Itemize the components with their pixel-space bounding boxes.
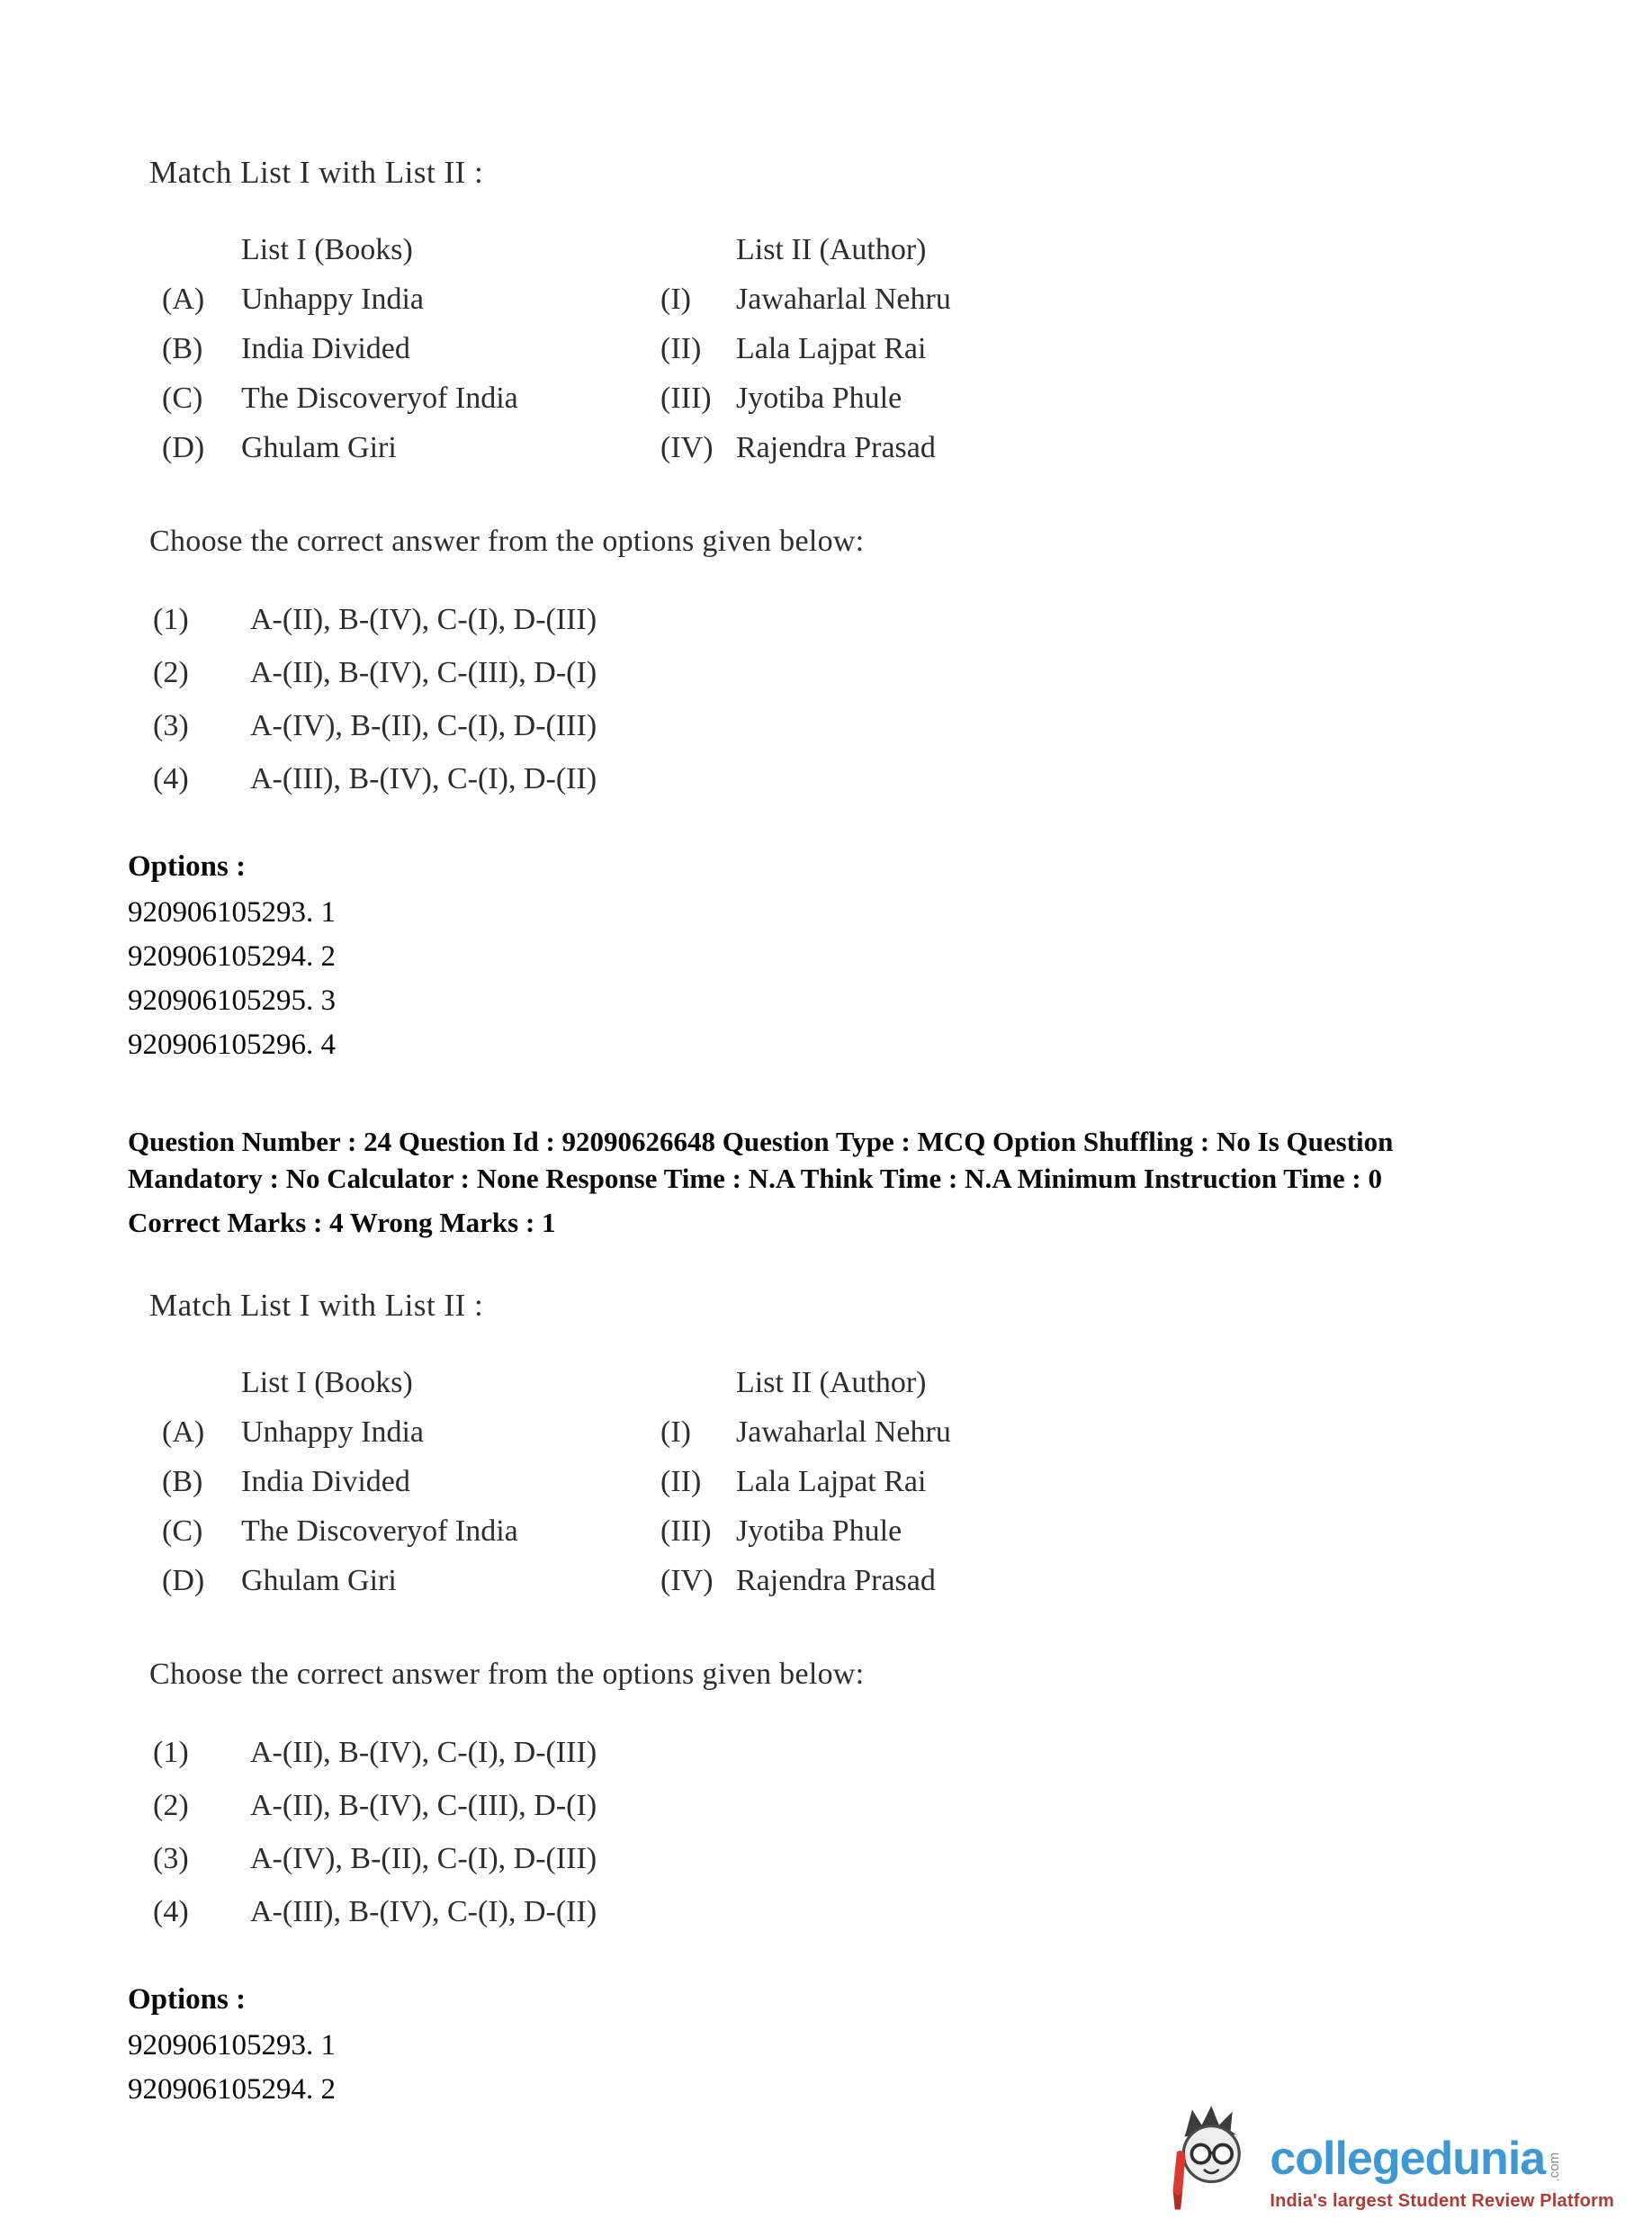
- answer-number: (3): [153, 1842, 189, 1875]
- answer-text: A-(III), B-(IV), C-(I), D-(II): [250, 762, 597, 795]
- option-id-line: 920906105295. 3: [128, 984, 336, 1017]
- book-name: The Discoveryof India: [241, 1514, 518, 1548]
- answer-text: A-(II), B-(IV), C-(I), D-(III): [250, 603, 597, 636]
- author-name: Jawaharlal Nehru: [736, 1415, 951, 1449]
- answer-number: (4): [153, 762, 189, 795]
- match-title: Match List I with List II :: [149, 155, 484, 190]
- author-name: Rajendra Prasad: [736, 431, 936, 464]
- answer-number: (4): [153, 1895, 189, 1928]
- author-name: Jawaharlal Nehru: [736, 283, 951, 316]
- book-name: India Divided: [241, 1465, 410, 1498]
- answer-option: [153, 1885, 1567, 1938]
- row-numeral: (II): [660, 1465, 702, 1498]
- list2-header: List II (Author): [736, 233, 927, 266]
- answer-option: [153, 646, 1567, 699]
- author-name: Rajendra Prasad: [736, 1564, 936, 1597]
- book-name: Ghulam Giri: [241, 431, 397, 464]
- brand-tagline: India's largest Student Review Platform: [1270, 2191, 1614, 2211]
- answer-text: A-(II), B-(IV), C-(III), D-(I): [250, 1789, 597, 1822]
- answer-option: [153, 1726, 1567, 1779]
- question-block-1: [128, 155, 1567, 1067]
- question-block-2: [128, 1288, 1567, 2112]
- spacer: [660, 1358, 736, 1407]
- option-id-line: 920906105293. 1: [128, 896, 336, 929]
- answer-number: (1): [153, 603, 189, 636]
- answer-text: A-(II), B-(IV), C-(III), D-(I): [250, 656, 597, 689]
- row-label: (B): [162, 332, 203, 365]
- list2-header: List II (Author): [736, 1366, 927, 1399]
- option-id-list: [128, 891, 1567, 1067]
- metadata-line: Question Number : 24 Question Id : 92090626648 Question Type : MCQ Option Shuffling : No Is Question Mandatory : No Calculator : None Response Time : N.A Think Time : N.A Minimum Instruction Time : 0: [128, 1126, 1394, 1194]
- author-name: Jyotiba Phule: [736, 1514, 902, 1548]
- answer-option: [153, 752, 1567, 805]
- author-name: Jyotiba Phule: [736, 382, 902, 415]
- list1-header: List I (Books): [241, 233, 413, 266]
- match-lists-table: [162, 1358, 1567, 1605]
- brand-suffix: .com: [1547, 2152, 1563, 2182]
- answer-text: A-(IV), B-(II), C-(I), D-(III): [250, 1842, 597, 1875]
- spacer: [660, 225, 736, 274]
- marks-line: Correct Marks : 4 Wrong Marks : 1: [128, 1207, 556, 1238]
- book-name: Unhappy India: [241, 1415, 425, 1449]
- option-id-line: 920906105294. 2: [128, 2073, 336, 2106]
- answer-text: A-(III), B-(IV), C-(I), D-(II): [250, 1895, 597, 1928]
- row-label: (C): [162, 1514, 203, 1548]
- answer-options: [153, 593, 1567, 805]
- question-metadata: [128, 1123, 1492, 1241]
- answer-text: A-(IV), B-(II), C-(I), D-(III): [250, 709, 597, 742]
- list1-header: List I (Books): [241, 1366, 413, 1399]
- row-label: (D): [162, 431, 205, 464]
- row-numeral: (IV): [660, 431, 714, 464]
- author-name: Lala Lajpat Rai: [736, 1465, 927, 1498]
- spacer: [162, 1358, 241, 1407]
- row-label: (C): [162, 382, 203, 415]
- option-id-line: 920906105294. 2: [128, 940, 336, 973]
- option-id-list: [128, 2024, 1567, 2112]
- answer-number: (1): [153, 1736, 189, 1769]
- row-numeral: (I): [660, 1415, 691, 1449]
- row-label: (A): [162, 1415, 205, 1449]
- answer-text: A-(II), B-(IV), C-(I), D-(III): [250, 1736, 597, 1769]
- row-label: (B): [162, 1465, 203, 1498]
- collegedunia-logo: [1158, 2102, 1614, 2217]
- answer-number: (3): [153, 709, 189, 742]
- row-numeral: (III): [660, 1514, 712, 1548]
- row-numeral: (IV): [660, 1564, 714, 1597]
- book-name: Unhappy India: [241, 283, 425, 316]
- row-label: (D): [162, 1564, 205, 1597]
- answer-option: [153, 1832, 1567, 1885]
- answer-number: (2): [153, 656, 189, 689]
- option-id-line: 920906105293. 1: [128, 2029, 336, 2062]
- options-label: Options :: [128, 850, 247, 883]
- option-id-line: 920906105296. 4: [128, 1029, 336, 1061]
- choose-instruction: Choose the correct answer from the options given below:: [149, 1658, 865, 1691]
- row-label: (A): [162, 283, 205, 316]
- answer-option: [153, 1779, 1567, 1832]
- row-numeral: (III): [660, 382, 712, 415]
- book-name: Ghulam Giri: [241, 1564, 397, 1597]
- document-page: [128, 0, 1567, 2112]
- book-name: India Divided: [241, 332, 410, 365]
- choose-instruction: Choose the correct answer from the options given below:: [149, 525, 865, 558]
- answer-options: [153, 1726, 1567, 1938]
- collegedunia-mascot-icon: [1158, 2102, 1257, 2217]
- spacer: [162, 225, 241, 274]
- match-lists-table: [162, 225, 1567, 472]
- options-label: Options :: [128, 1983, 247, 2016]
- brand-name: collegedunia: [1270, 2133, 1546, 2185]
- answer-number: (2): [153, 1789, 189, 1822]
- answer-option: [153, 699, 1567, 752]
- match-title: Match List I with List II :: [149, 1288, 484, 1323]
- brand-text-group: [1270, 2135, 1614, 2217]
- row-numeral: (II): [660, 332, 702, 365]
- book-name: The Discoveryof India: [241, 382, 518, 415]
- row-numeral: (I): [660, 283, 691, 316]
- author-name: Lala Lajpat Rai: [736, 332, 927, 365]
- answer-option: [153, 593, 1567, 646]
